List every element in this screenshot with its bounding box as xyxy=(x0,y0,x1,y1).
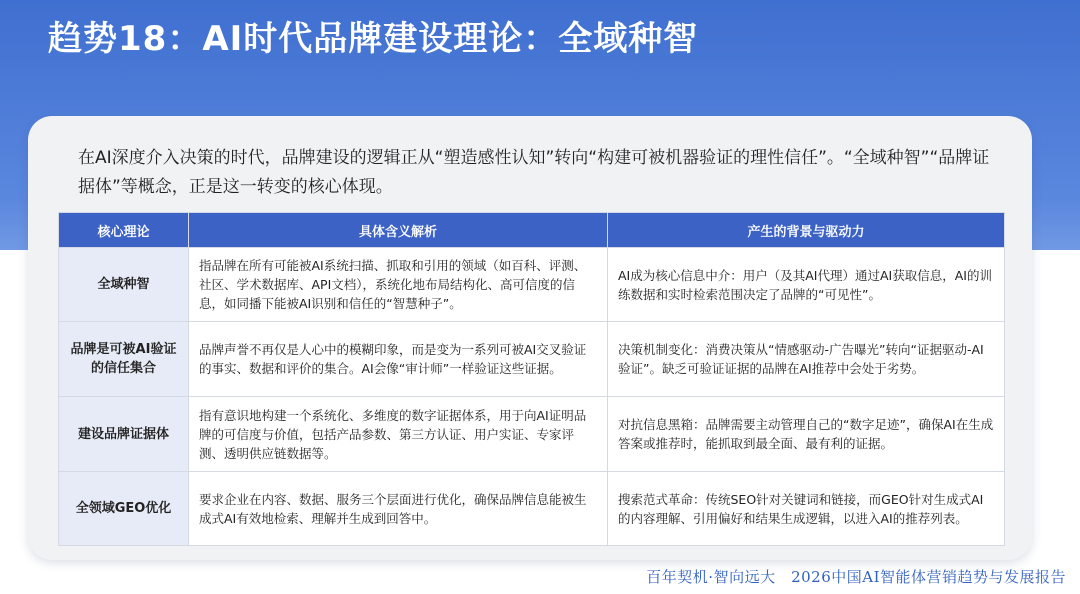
theory-name-cell: 品牌是可被AI验证的信任集合 xyxy=(59,322,189,397)
meaning-cell: 品牌声誉不再仅是人心中的模糊印象，而是变为一系列可被AI交叉验证的事实、数据和评价的集合。AI会像“审计师”一样验证这些证据。 xyxy=(189,322,608,397)
table-row xyxy=(59,472,1005,546)
header-meaning: 具体含义解析 xyxy=(189,213,608,248)
report-footer: 百年契机·智向远大 2026中国AI智能体营销趋势与发展报告 xyxy=(646,568,1066,586)
header-background: 产生的背景与驱动力 xyxy=(608,213,1005,248)
theory-name-cell: 全域种智 xyxy=(59,248,189,322)
table-row xyxy=(59,248,1005,322)
meaning-cell: 指有意识地构建一个系统化、多维度的数字证据体系，用于向AI证明品牌的可信度与价值，包括产品参数、第三方认证、用户实证、专家评测、透明供应链数据等。 xyxy=(189,397,608,472)
table-row xyxy=(59,322,1005,397)
theory-table xyxy=(58,212,1005,546)
background-cell: 对抗信息黑箱：品牌需要主动管理自己的“数字足迹”，确保AI在生成答案或推荐时，能抓取到最全面、最有利的证据。 xyxy=(608,397,1005,472)
theory-name-cell: 建设品牌证据体 xyxy=(59,397,189,472)
meaning-cell: 指品牌在所有可能被AI系统扫描、抓取和引用的领域（如百科、评测、社区、学术数据库、API文档），系统化地布局结构化、高可信度的信息，如同播下能被AI识别和信任的“智慧种子”。 xyxy=(189,248,608,322)
background-cell: 决策机制变化：消费决策从“情感驱动-广告曝光”转向“证据驱动-AI验证”。缺乏可验证证据的品牌在AI推荐中会处于劣势。 xyxy=(608,322,1005,397)
theory-name-cell: 全领域GEO优化 xyxy=(59,472,189,546)
background-cell: 搜索范式革命：传统SEO针对关键词和链接，而GEO针对生成式AI的内容理解、引用偏好和结果生成逻辑，以进入AI的推荐列表。 xyxy=(608,472,1005,546)
intro-paragraph: 在AI深度介入决策的时代，品牌建设的逻辑正从“塑造感性认知”转向“构建可被机器验证的理性信任”。“全域种智”“品牌证据体”等概念，正是这一转变的核心体现。 xyxy=(78,148,990,197)
page-title: 趋势18：AI时代品牌建设理论：全域种智 xyxy=(48,19,699,59)
header-core-theory: 核心理论 xyxy=(59,213,189,248)
meaning-cell: 要求企业在内容、数据、服务三个层面进行优化，确保品牌信息能被生成式AI有效地检索、理解并生成到回答中。 xyxy=(189,472,608,546)
table-header-row xyxy=(59,213,1005,248)
table-row xyxy=(59,397,1005,472)
background-cell: AI成为核心信息中介：用户（及其AI代理）通过AI获取信息，AI的训练数据和实时检索范围决定了品牌的“可见性”。 xyxy=(608,248,1005,322)
